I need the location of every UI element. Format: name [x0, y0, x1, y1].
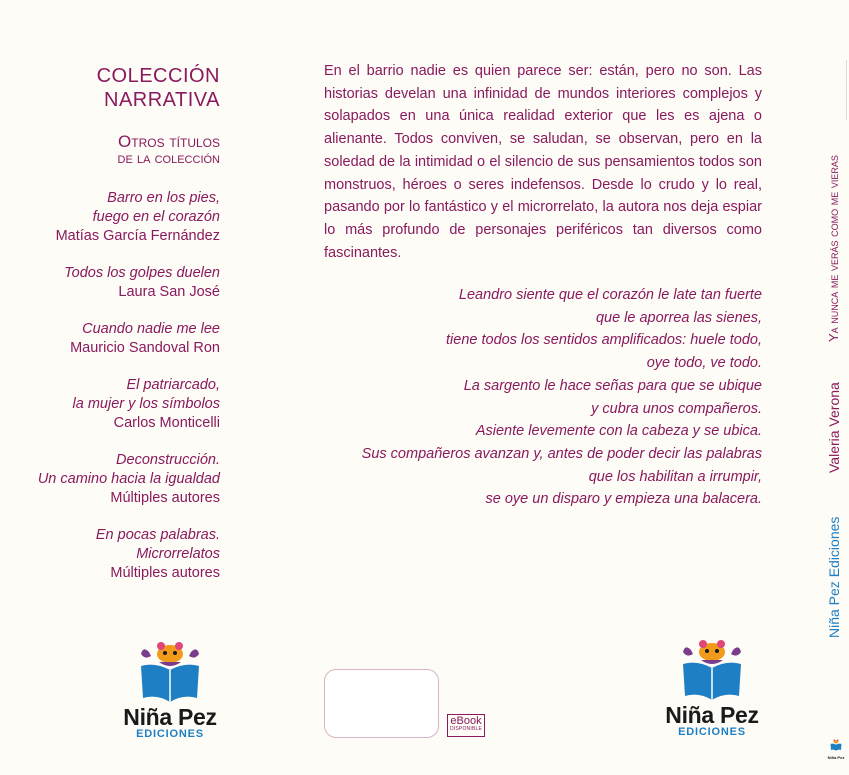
collection-title: COLECCIÓN NARRATIVA — [96, 65, 220, 111]
book-author: Mauricio Sandoval Ron — [70, 340, 220, 356]
other-titles-heading: Otros títulos — [118, 132, 220, 151]
ebook-label: eBook — [450, 715, 482, 727]
book-title: la mujer y los símbolos — [72, 396, 220, 412]
book-title: fuego en el corazón — [92, 209, 220, 225]
book-title: Deconstrucción. — [116, 452, 220, 468]
spine-logo — [826, 738, 846, 760]
book-synopsis: En el barrio nadie es quien parece ser: están, pero no son. Las historias develan una infinidad de mundos interiores complejos y solapados en una única realidad exterior que les es ajena o alienante. Todos conviven, se saludan, se observan, pero en la soledad de la intimidad o el silencio de sus pensamientos todos son monstruos, héroes o seres indefensos. Desde lo crudo y lo real, pasando por lo fantástico y el microrrelato, la autora nos deja espiar lo más profundo de personajes periféricos tan diversos como fascinantes. — [324, 63, 762, 261]
logo-subtitle: EDICIONES — [678, 726, 746, 738]
book-author: Matías García Fernández — [55, 228, 220, 244]
collection-title-entry — [20, 376, 220, 433]
spine-divider — [846, 60, 847, 120]
book-author: Múltiples autores — [110, 565, 220, 581]
book-title: Un camino hacia la igualdad — [37, 471, 220, 487]
logo-name: Niña Pez — [665, 702, 759, 728]
collection-column — [20, 64, 220, 601]
barcode-placeholder — [324, 669, 439, 738]
book-author: Laura San José — [118, 284, 220, 300]
spine-logo-text: Niña Pez — [827, 755, 845, 760]
collection-title-entry — [20, 189, 220, 246]
excerpt-line: Leandro siente que el corazón le late tan fuerte — [458, 287, 762, 303]
book-excerpt — [324, 284, 762, 511]
book-author: Carlos Monticelli — [113, 415, 220, 431]
publisher-logo-front — [662, 638, 762, 738]
logo-name: Niña Pez — [123, 704, 217, 730]
excerpt-line: que los habilitan a irrumpir, — [588, 468, 762, 485]
excerpt-line: tiene todos los sentidos amplificados: huele todo, — [446, 332, 762, 349]
book-author: Múltiples autores — [110, 490, 220, 506]
fish-book-icon — [829, 739, 843, 751]
excerpt-line: que le aporrea las sienes, — [595, 309, 762, 326]
book-title: Todos los golpes duelen — [64, 265, 220, 281]
book-title: Microrrelatos — [136, 546, 220, 562]
publisher-logo-back — [120, 640, 220, 740]
excerpt-line: y cubra unos compañeros. — [591, 400, 762, 417]
book-title: Barro en los pies, — [107, 190, 220, 206]
logo-subtitle: EDICIONES — [136, 728, 204, 740]
excerpt-line: Asiente levemente con la cabeza y se ubica. — [475, 423, 762, 440]
spine-publisher: Niña Pez Ediciones — [826, 516, 842, 638]
other-titles-subheading: de la colección — [117, 150, 220, 167]
fish-book-icon — [139, 640, 201, 704]
spine-title: Ya nunca me verás como me vieras — [826, 155, 841, 342]
excerpt-line: oye todo, ve todo. — [646, 355, 762, 372]
book-title: El patriarcado, — [126, 377, 220, 393]
fish-book-icon — [681, 638, 743, 702]
collection-title-entry — [20, 320, 220, 358]
collection-title-entry — [20, 264, 220, 302]
excerpt-line: La sargento le hace señas para que se ubique — [463, 377, 762, 394]
book-title: Cuando nadie me lee — [82, 321, 220, 337]
collection-title-entry — [20, 526, 220, 583]
collection-title-entry — [20, 451, 220, 508]
excerpt-line: Sus compañeros avanzan y, antes de poder decir las palabras — [361, 445, 762, 462]
titles-list — [20, 189, 220, 583]
book-title: En pocas palabras. — [95, 527, 220, 543]
excerpt-line: se oye un disparo y empieza una balacera. — [485, 491, 762, 508]
ebook-badge — [447, 714, 485, 737]
ebook-available-label: DISPONIBLE — [449, 726, 482, 732]
spine-author: Valeria Verona — [826, 382, 842, 473]
